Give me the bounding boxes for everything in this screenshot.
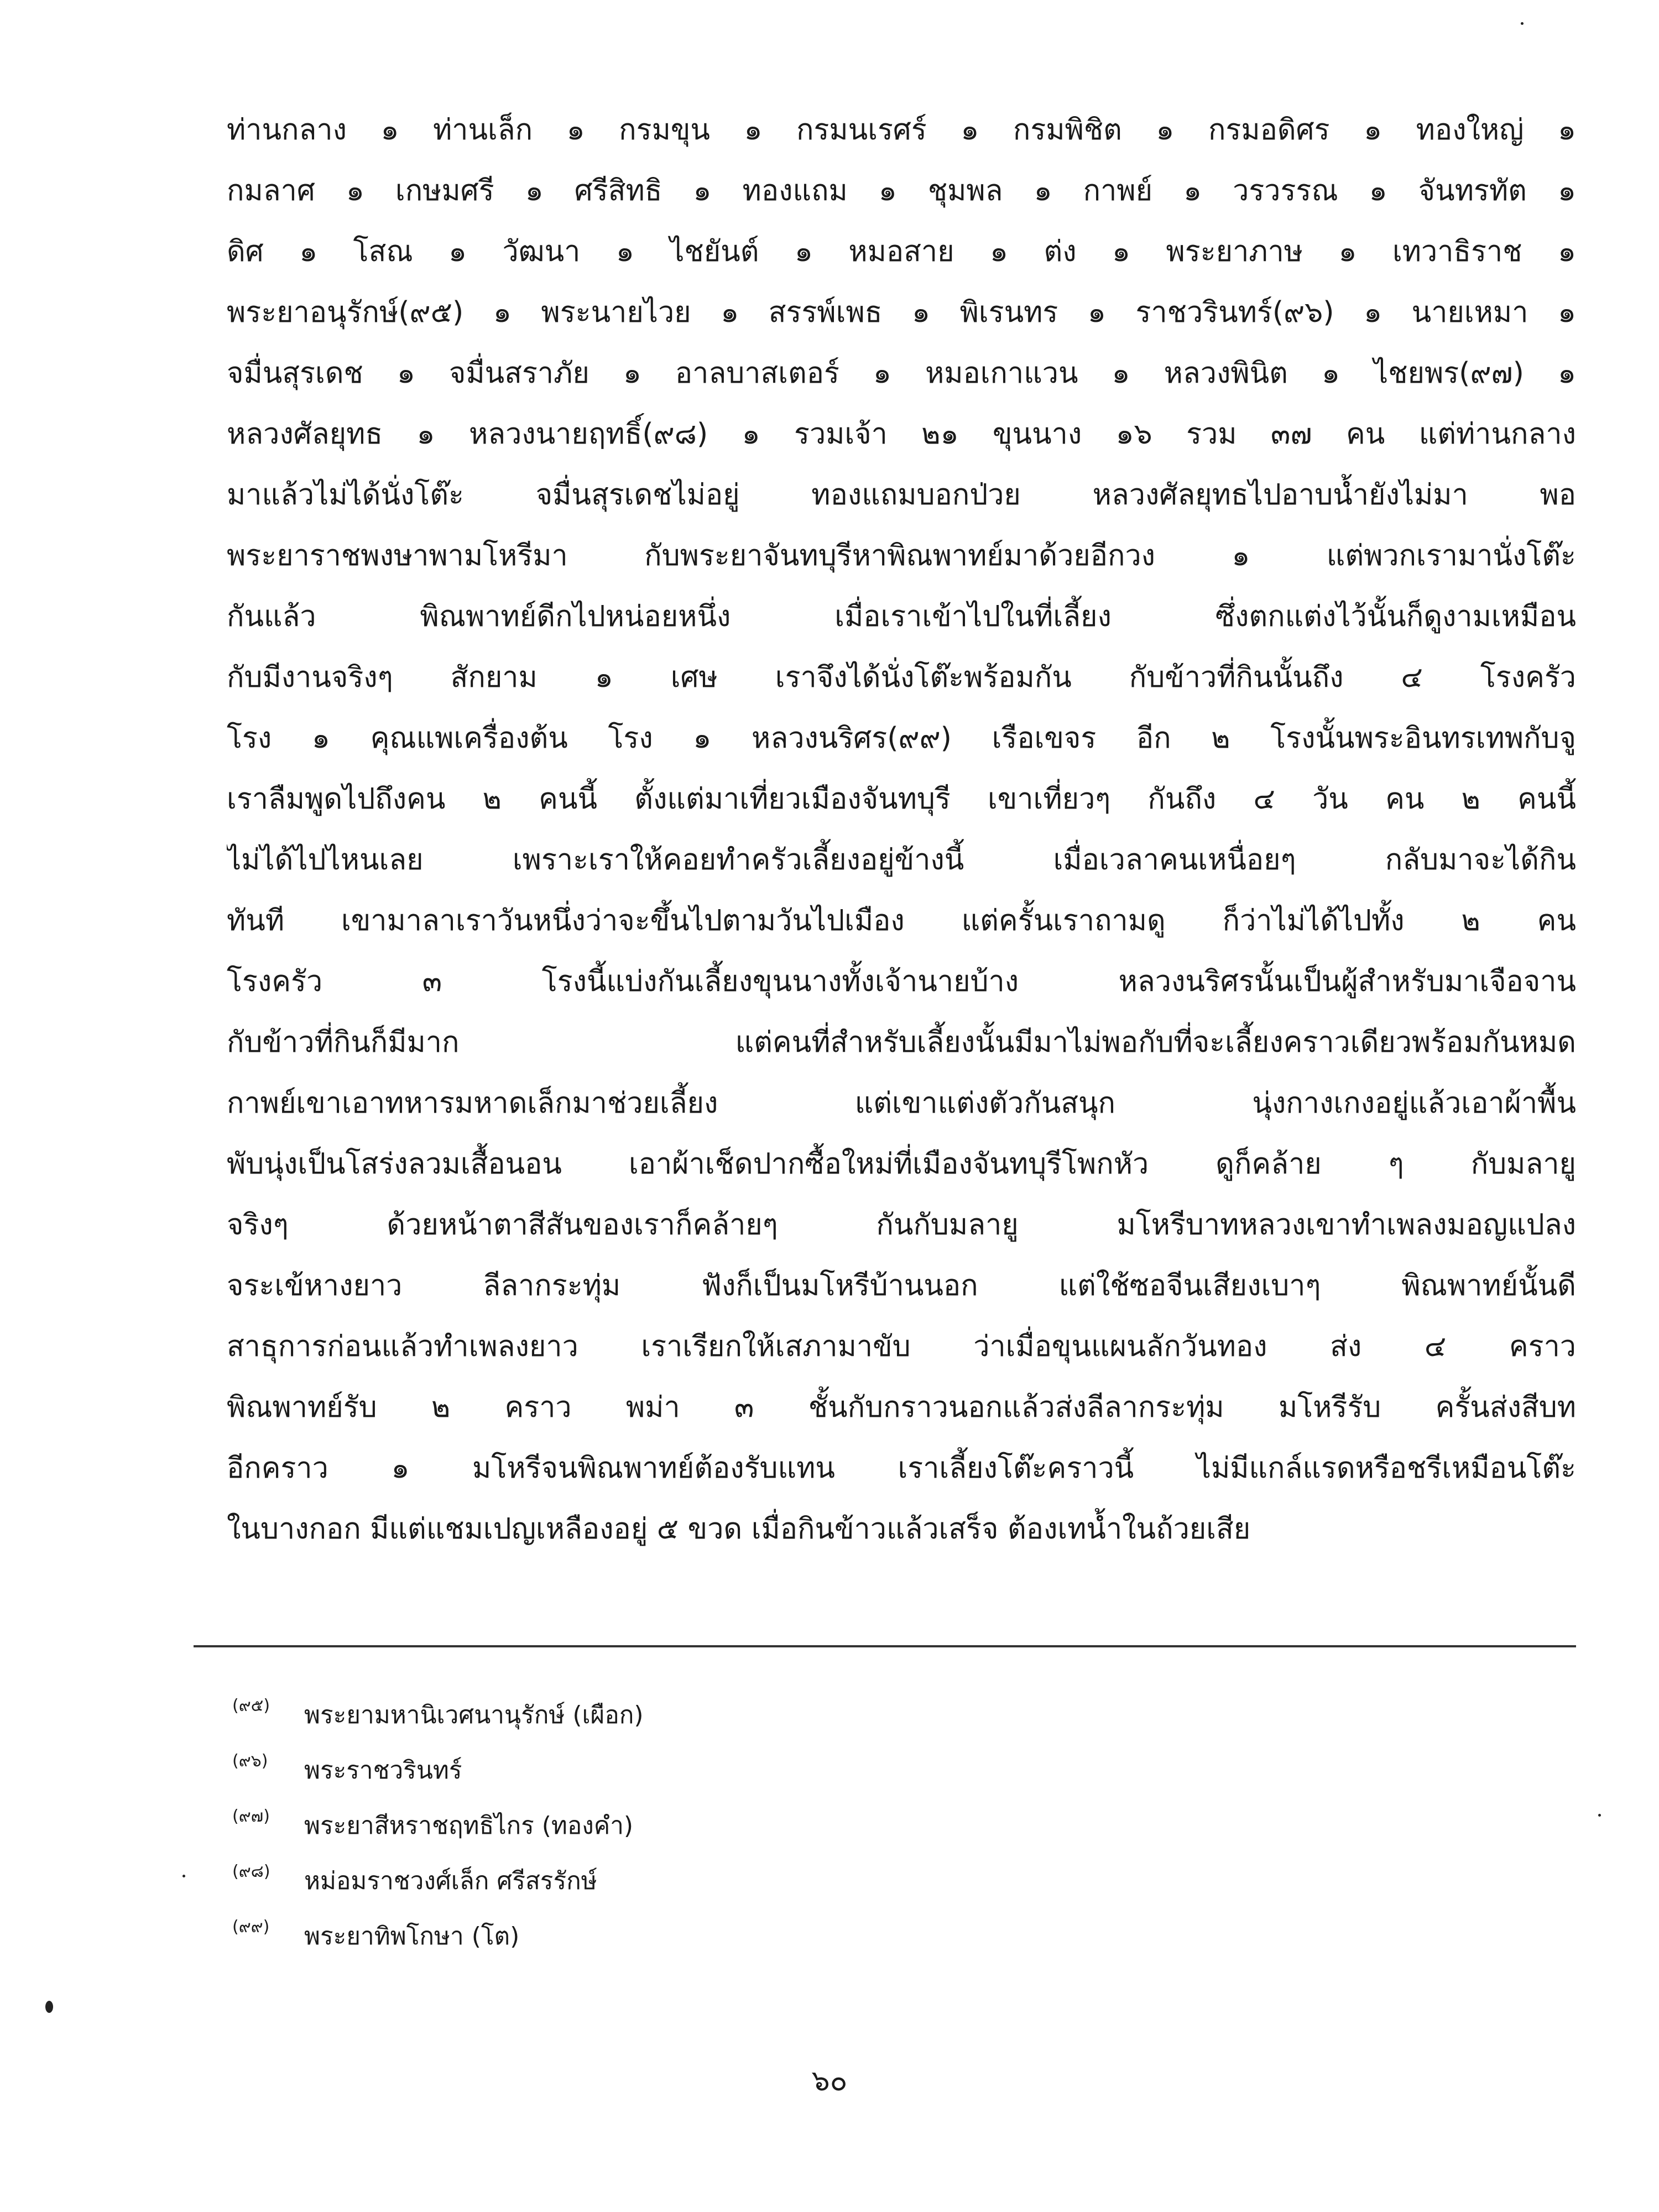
text-line: เราลืมพูดไปถึงคน ๒ คนนี้ ตั้งแต่มาเที่ยวเมืองจันทบุรี เขาเที่ยวๆ กันถึง ๔ วัน คน ๒ คนนี้	[227, 782, 1576, 816]
text-line: กับมีงานจริงๆ สักยาม ๑ เศษ เราจึงได้นั่งโต๊ะพร้อมกัน กับข้าวที่กินนั้นถึง ๔ โรงครัว	[227, 661, 1576, 694]
text-line: ในบางกอก มีแต่แชมเปญเหลืองอยู่ ๕ ขวด เมื่อกินข้าวแล้วเสร็จ ต้องเทน้ำในถ้วยเสีย	[227, 1512, 1251, 1546]
text-line: มาแล้วไม่ได้นั่งโต๊ะ จมื่นสุรเดชไม่อยู่ ทองแถมบอกป่วย หลวงศัลยุทธไปอาบน้ำยังไม่มา พอ	[227, 478, 1576, 512]
text-line: พับนุ่งเป็นโสร่งลวมเสื้อนอน เอาผ้าเช็ดปากซื้อใหม่ที่เมืองจันทบุรีโพกหัว ดูก็คล้าย ๆ กับมลายู	[227, 1147, 1576, 1181]
scan-speck	[182, 1875, 185, 1877]
text-line: จริงๆ ด้วยหน้าตาสีสันของเราก็คล้ายๆ กันกับมลายู มโหรีบาทหลวงเขาทำเพลงมอญแปลง	[227, 1208, 1576, 1241]
text-line: ทันที เขามาลาเราวันหนึ่งว่าจะขึ้นไปตามวันไปเมือง แต่ครั้นเราถามดู ก็ว่าไม่ได้ไปทั้ง ๒ คน	[227, 904, 1576, 937]
scan-speck	[45, 2001, 53, 2013]
footnote	[232, 1678, 1504, 1734]
footnote-number: (๙๙)	[232, 1917, 270, 1937]
footnote-text: พระยาสีหราชฤทธิไกร (ทองคำ)	[304, 1812, 634, 1840]
text-line: ไม่ได้ไปไหนเลย เพราะเราให้คอยทำครัวเลี้ยงอยู่ข้างนี้ เมื่อเวลาคนเหนื่อยๆ กลับมาจะได้กิน	[227, 843, 1576, 877]
text-line: ท่านกลาง ๑ ท่านเล็ก ๑ กรมขุน ๑ กรมนเรศร์ ๑ กรมพิชิต ๑ กรมอดิศร ๑ ทองใหญ่ ๑	[227, 113, 1576, 147]
text-line: พระยาราชพงษาพามโหรีมา กับพระยาจันทบุรีหาพิณพาทย์มาด้วยอีกวง ๑ แต่พวกเรามานั่งโต๊ะ	[227, 539, 1576, 572]
footnote-text: พระราชวรินทร์	[304, 1756, 462, 1785]
text-line: สาธุการก่อนแล้วทำเพลงยาว เราเรียกให้เสภามาขับ ว่าเมื่อขุนแผนลักวันทอง ส่ง ๔ คราว	[227, 1330, 1576, 1363]
text-line: กมลาศ ๑ เกษมศรี ๑ ศรีสิทธิ ๑ ทองแถม ๑ ชุมพล ๑ กาพย์ ๑ วรวรรณ ๑ จันทรทัต ๑	[227, 174, 1576, 207]
footnotes	[232, 1678, 1504, 1955]
footnote	[232, 1734, 1504, 1789]
footnote-number: (๙๘)	[232, 1862, 270, 1881]
text-line: อีกคราว ๑ มโหรีจนพิณพาทย์ต้องรับแทน เราเลี้ยงโต๊ะคราวนี้ ไม่มีแกล์แรดหรือชรีเหมือนโต๊ะ	[227, 1452, 1576, 1485]
text-line: จระเข้หางยาว ลีลากระทุ่ม ฟังก็เป็นมโหรีบ้านนอก แต่ใช้ซอจีนเสียงเบาๆ พิณพาทย์นั้นดี	[227, 1269, 1576, 1302]
footnote-divider	[194, 1645, 1576, 1647]
text-line: กันแล้ว พิณพาทย์ดีกไปหน่อยหนึ่ง เมื่อเราเข้าไปในที่เลี้ยง ซึ่งตกแต่งไว้นั้นก็ดูงามเหมือน	[227, 600, 1576, 633]
footnote	[232, 1900, 1504, 1955]
page-number: ๖๐	[811, 2064, 848, 2098]
text-line: กาพย์เขาเอาทหารมหาดเล็กมาช่วยเลี้ยง แต่เขาแต่งตัวกันสนุก นุ่งกางเกงอยู่แล้วเอาผ้าพื้น	[227, 1087, 1576, 1120]
text-line: พระยาอนุรักษ์(๙๕) ๑ พระนายไวย ๑ สรรพ์เพธ ๑ พิเรนทร ๑ ราชวรินทร์(๙๖) ๑ นายเหมา ๑	[227, 296, 1576, 329]
text-line: จมื่นสุรเดช ๑ จมื่นสราภัย ๑ อาลบาสเตอร์ ๑ หมอเกาแวน ๑ หลวงพินิต ๑ ไชยพร(๙๗) ๑	[227, 357, 1576, 390]
footnote	[232, 1789, 1504, 1844]
text-line: ดิศ ๑ โสณ ๑ วัฒนา ๑ ไชยันต์ ๑ หมอสาย ๑ ต่ง ๑ พระยาภาษ ๑ เทวาธิราช ๑	[227, 235, 1576, 268]
footnote-text: พระยาทิพโกษา (โต)	[304, 1922, 520, 1950]
scan-speck	[1521, 22, 1524, 25]
text-line: หลวงศัลยุทธ ๑ หลวงนายฤทธิ์(๙๘) ๑ รวมเจ้า ๒๑ ขุนนาง ๑๖ รวม ๓๗ คน แต่ท่านกลาง	[227, 418, 1576, 451]
footnote-text: หม่อมราชวงศ์เล็ก ศรีสรรักษ์	[304, 1867, 597, 1895]
scan-speck	[1598, 1814, 1601, 1817]
text-line: โรง ๑ คุณแพเครื่องต้น โรง ๑ หลวงนริศร(๙๙) เรือเขจร อีก ๒ โรงนั้นพระอินทรเทพกับจู	[227, 722, 1576, 755]
text-line: พิณพาทย์รับ ๒ คราว พม่า ๓ ชั้นกับกราวนอกแล้วส่งลีลากระทุ่ม มโหรีรับ ครั้นส่งสีบท	[227, 1391, 1576, 1424]
footnote-number: (๙๕)	[232, 1696, 270, 1715]
footnote	[232, 1844, 1504, 1900]
footnote-text: พระยามหานิเวศนานุรักษ์ (เผือก)	[304, 1701, 644, 1729]
text-line: กับข้าวที่กินก็มีมาก แต่คนที่สำหรับเลี้ยงนั้นมีมาไม่พอกับที่จะเลี้ยงคราวเดียวพร้อมกันหมด	[227, 1026, 1576, 1059]
text-line: โรงครัว ๓ โรงนี้แบ่งกันเลี้ยงขุนนางทั้งเจ้านายบ้าง หลวงนริศรนั้นเป็นผู้สำหรับมาเจือจาน	[227, 965, 1576, 998]
footnote-number: (๙๖)	[232, 1751, 268, 1771]
footnote-number: (๙๗)	[232, 1807, 270, 1826]
body-text	[227, 100, 1576, 1559]
